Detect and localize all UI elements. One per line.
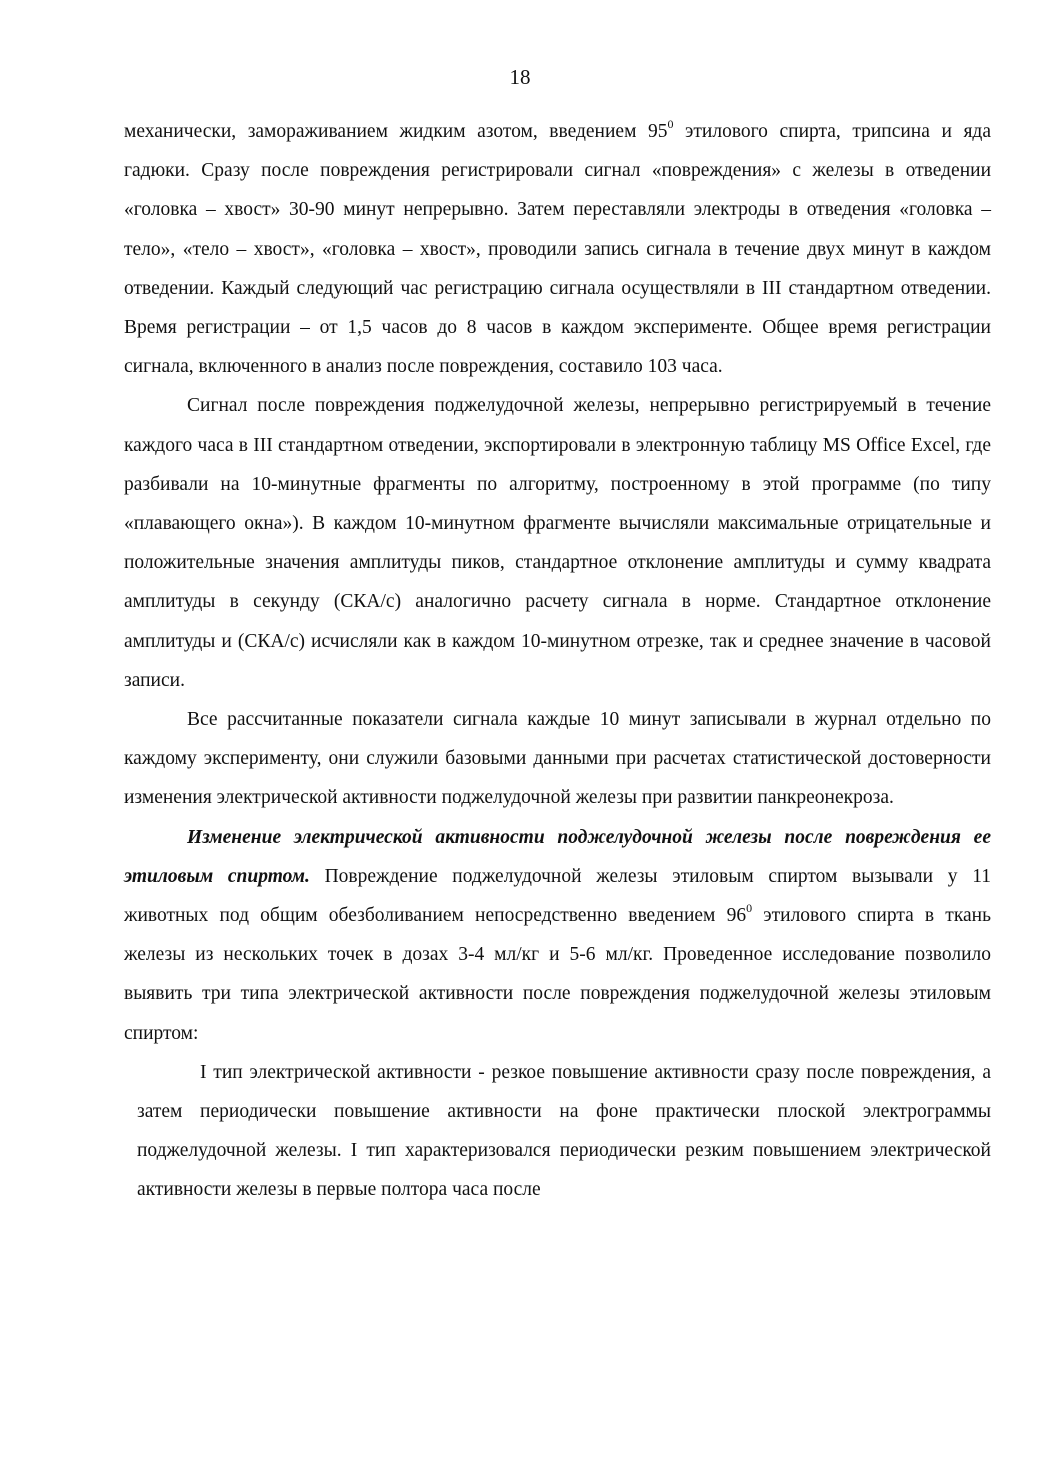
paragraph-signal-processing: Сигнал после повреждения поджелудочной железы, непрерывно регистрируемый в течение каждого часа в III стандартном отведении, экспортировали в электронную таблицу MS Office Excel, где разбивали на 10-минутные фрагменты по алгоритму, построенному в этой программе (по типу «плавающего окна»). В каждом 10-минутном фрагменте вычисляли максимальные отрицательные и положительные значения амплитуды пиков, стандартное отклонение амплитуды и сумму квадрата амплитуды в секунду (СКА/с) аналогично расчету сигнала в норме. Стандартное отклонение амплитуды и (СКА/с) исчисляли как в каждом 10-минутном отрезке, так и среднее значение в часовой записи. xyxy=(124,395,991,691)
paragraph-indicators: Все рассчитанные показатели сигнала каждые 10 минут записывали в журнал отдельно по каждому эксперименту, они служили базовыми данными при расчетах статистической достоверности изменения электрической активности поджелудочной железы при развитии панкреонекроза. xyxy=(124,709,991,809)
page-number: 18 xyxy=(509,65,531,89)
degree-superscript: 0 xyxy=(746,901,753,916)
paragraph-text: этилового спирта, трипсина и яда гадюки. Сразу после повреждения регистрировали сигнал «повреждения» с железы в отведении «головка – хвост» 30-90 минут непрерывно. Затем переставляли электроды в отведения «головка – тело», «тело – хвост», «головка – хвост», проводили запись сигнала в течение двух минут в каждом отведении. Каждый следующий час регистрацию сигнала осуществляли в III стандартном отведении. Время регистрации – от 1,5 часов до 8 часов в каждом эксперименте. Общее время регистрации сигнала, включенного в анализ после повреждения, составило 103 часа. xyxy=(124,121,991,378)
paragraph-text: Повреждение поджелудочной железы этиловым спиртом вызывали у 11 животных под общим обезболиванием непосредственно введением 96 xyxy=(124,865,992,927)
paragraph-methods-continued xyxy=(124,112,991,386)
degree-superscript: 0 xyxy=(667,117,674,131)
paragraph-text: механически, замораживанием жидким азотом, введением 95 xyxy=(124,121,668,142)
paragraph-ethanol-damage xyxy=(124,818,991,1053)
paragraph-type-one: I тип электрической активности - резкое повышение активности сразу после повреждения, а затем периодически повышение активности на фоне практически плоской электрограммы поджелудочной железы. I тип характеризовался периодически резким повышением электрической активности железы в первые полтора часа после xyxy=(137,1061,991,1201)
paragraph-text: этилового спирта в ткань железы из нескольких точек в дозах 3-4 мл/кг и 5-6 мл/кг. Проведенное исследование позволило выявить три типа электрической активности после повреждения поджелудочной железы этиловым спиртом: xyxy=(124,905,991,1044)
document-body xyxy=(124,112,991,1210)
section-heading: Изменение электрической активности поджелудочной железы после повреждения ее этиловым спиртом. xyxy=(124,826,991,887)
